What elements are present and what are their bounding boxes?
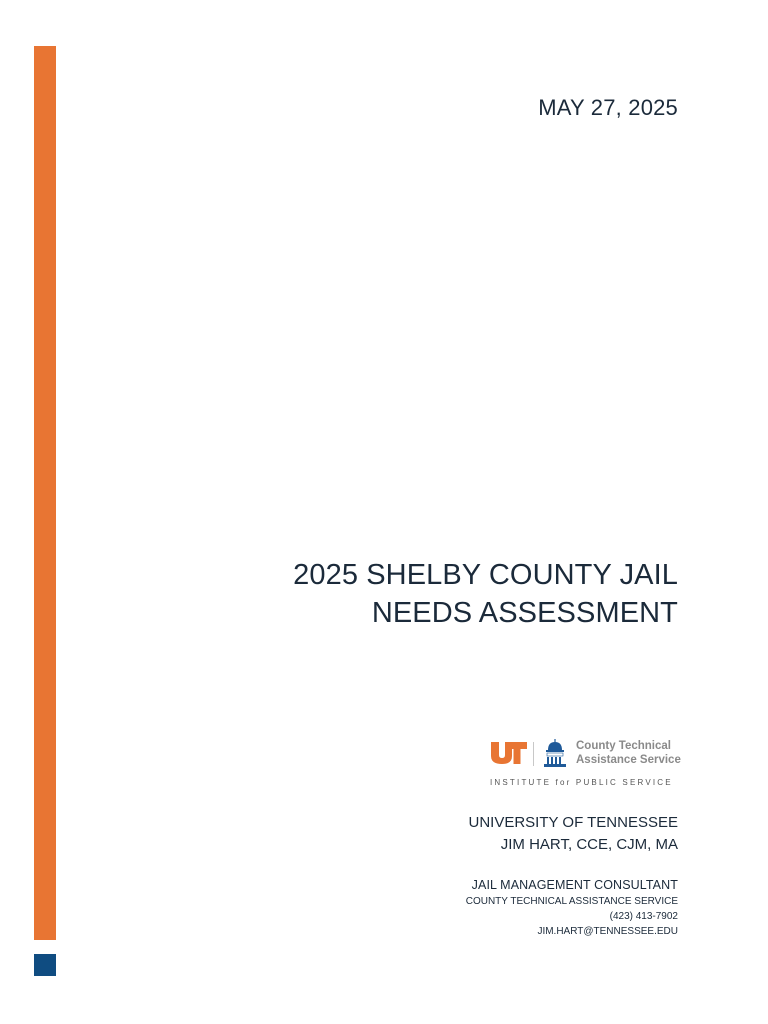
ctas-name-line-1: County Technical <box>576 740 671 752</box>
author-phone: (423) 413-7902 <box>609 911 678 922</box>
courthouse-icon <box>542 738 568 768</box>
ctas-name-line-2: Assistance Service <box>576 753 681 766</box>
ctas-name <box>576 740 681 767</box>
report-title-line-1: 2025 SHELBY COUNTY JAIL <box>293 559 678 591</box>
report-date: MAY 27, 2025 <box>538 95 678 120</box>
ut-ctas-logo <box>490 738 690 792</box>
author-department: COUNTY TECHNICAL ASSISTANCE SERVICE <box>465 896 678 907</box>
institute-tagline: INSTITUTE for PUBLIC SERVICE <box>490 778 673 787</box>
ut-logo-icon <box>490 741 528 765</box>
author-role: JAIL MANAGEMENT CONSULTANT <box>471 878 678 892</box>
author-name: JIM HART, CCE, CJM, MA <box>500 836 678 853</box>
report-title-line-2: NEEDS ASSESSMENT <box>371 597 678 629</box>
orange-accent-bar <box>34 46 56 940</box>
blue-accent-square <box>34 954 56 976</box>
author-block <box>469 812 679 856</box>
contact-block <box>466 877 678 939</box>
author-organization: UNIVERSITY OF TENNESSEE <box>468 814 678 831</box>
logo-divider <box>533 742 534 766</box>
report-title <box>218 556 678 632</box>
author-email: JIM.HART@TENNESSEE.EDU <box>537 926 678 937</box>
